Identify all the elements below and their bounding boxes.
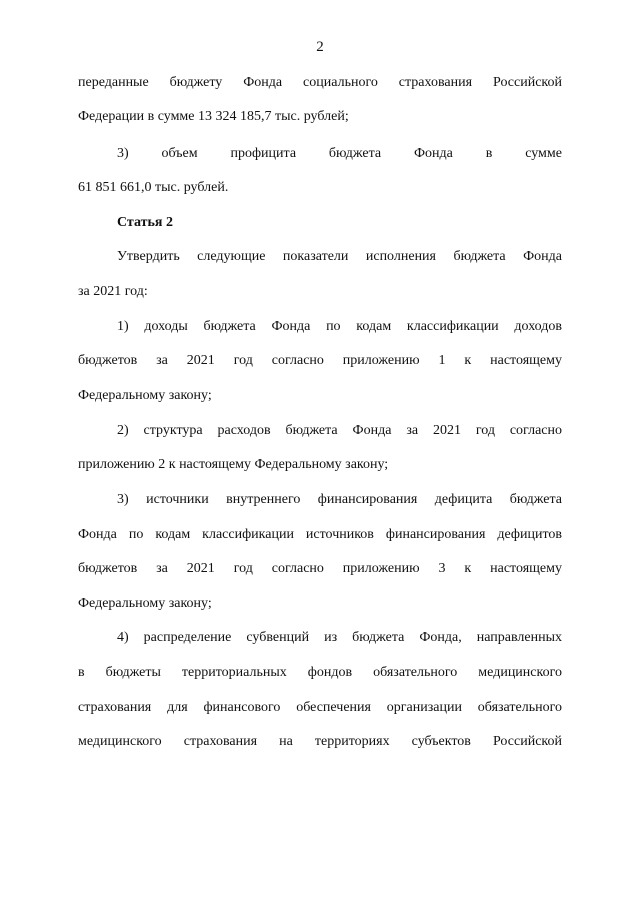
text-line: 4) распределение субвенций из бюджета Фонда, направленных — [117, 630, 562, 645]
text-line: 2) структура расходов бюджета Фонда за 2021 год согласно — [117, 423, 562, 438]
article-heading: Статья 2 — [117, 215, 173, 230]
text-line: бюджетов за 2021 год согласно приложению 1 к настоящему — [78, 353, 562, 368]
text-line: в бюджеты территориальных фондов обязательного медицинского — [78, 665, 562, 680]
text-line: приложению 2 к настоящему Федеральному закону; — [78, 457, 389, 472]
page-number: 2 — [316, 39, 324, 55]
text-line: Утвердить следующие показатели исполнения бюджета Фонда — [117, 249, 562, 264]
text-line: за 2021 год: — [78, 284, 148, 299]
text-line: Федерации в сумме 13 324 185,7 тыс. рублей; — [78, 109, 349, 124]
text-line: 3) источники внутреннего финансирования дефицита бюджета — [117, 492, 562, 507]
text-line: бюджетов за 2021 год согласно приложению 3 к настоящему — [78, 561, 562, 576]
text-line: Фонда по кодам классификации источников финансирования дефицитов — [78, 527, 562, 542]
text-line: 61 851 661,0 тыс. рублей. — [78, 180, 229, 195]
text-line: Федеральному закону; — [78, 388, 212, 403]
text-line: Федеральному закону; — [78, 596, 212, 611]
text-line: 1) доходы бюджета Фонда по кодам классификации доходов — [117, 319, 562, 334]
text-line: страхования для финансового обеспечения организации обязательного — [78, 700, 562, 715]
text-line: переданные бюджету Фонда социального страхования Российской — [78, 75, 562, 90]
text-line: медицинского страхования на территориях субъектов Российской — [78, 734, 562, 749]
text-line: 3) объем профицита бюджета Фонда в сумме — [117, 146, 562, 161]
